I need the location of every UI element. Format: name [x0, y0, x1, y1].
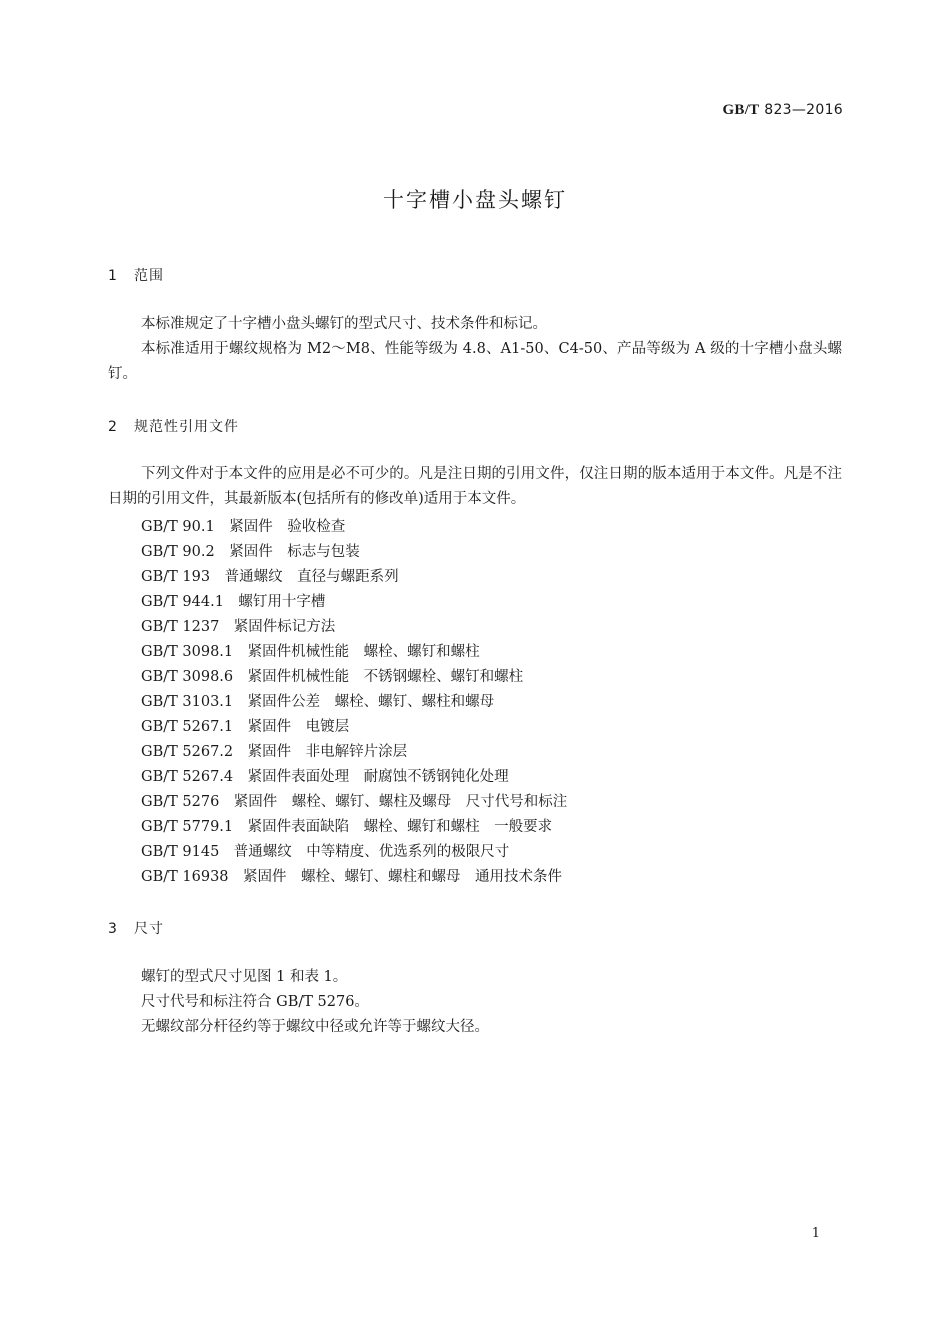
- section-number: 1: [108, 268, 118, 284]
- document-title: 十字槽小盘头螺钉: [383, 188, 567, 212]
- section-number: 2: [108, 419, 118, 435]
- reference-item: GB/T 3103.1 紧固件公差 螺栓、螺钉、螺柱和螺母: [141, 694, 495, 710]
- reference-item: GB/T 5267.1 紧固件 电镀层: [141, 719, 350, 735]
- reference-item: GB/T 9145 普通螺纹 中等精度、优选系列的极限尺寸: [141, 844, 510, 860]
- section-title: 尺寸: [134, 921, 164, 937]
- reference-item: GB/T 944.1 螺钉用十字槽: [141, 594, 326, 610]
- reference-item: GB/T 90.1 紧固件 验收检查: [141, 519, 346, 535]
- page-number: 1: [811, 1226, 820, 1241]
- standard-code: [722, 102, 843, 119]
- section-title: 范围: [134, 268, 164, 284]
- reference-item: GB/T 193 普通螺纹 直径与螺距系列: [141, 569, 399, 585]
- section-number: 3: [108, 921, 118, 937]
- reference-item: GB/T 3098.1 紧固件机械性能 螺栓、螺钉和螺柱: [141, 644, 480, 660]
- section-title: 规范性引用文件: [134, 419, 239, 435]
- standard-number: 823—2016: [759, 102, 843, 118]
- dimensions-line: 无螺纹部分杆径约等于螺纹中径或允许等于螺纹大径。: [141, 1019, 489, 1035]
- references-intro: 下列文件对于本文件的应用是必不可少的。凡是注日期的引用文件，仅注日期的版本适用于本文件。凡是不注日期的引用文件，其最新版本(包括所有的修改单)适用于本文件。: [108, 466, 842, 507]
- reference-item: GB/T 5276 紧固件 螺栓、螺钉、螺柱及螺母 尺寸代号和标注: [141, 794, 568, 810]
- reference-item: GB/T 5779.1 紧固件表面缺陷 螺栓、螺钉和螺柱 一般要求: [141, 819, 553, 835]
- reference-item: GB/T 90.2 紧固件 标志与包装: [141, 544, 360, 560]
- section-heading-dimensions: [108, 918, 164, 938]
- reference-item: GB/T 5267.2 紧固件 非电解锌片涂层: [141, 744, 408, 760]
- reference-item: GB/T 16938 紧固件 螺栓、螺钉、螺柱和螺母 通用技术条件: [141, 869, 563, 885]
- standard-prefix: GB/T: [722, 102, 760, 118]
- dimensions-line: 尺寸代号和标注符合 GB/T 5276。: [141, 994, 369, 1010]
- scope-paragraph-1: 本标准规定了十字槽小盘头螺钉的型式尺寸、技术条件和标记。: [141, 316, 547, 332]
- scope-paragraph-2: 本标准适用于螺纹规格为 M2～M8、性能等级为 4.8、A1-50、C4-50、产品等级为 A 级的十字槽小盘头螺钉。: [108, 341, 842, 382]
- section-heading-scope: [108, 265, 164, 285]
- dimensions-line: 螺钉的型式尺寸见图 1 和表 1。: [141, 969, 348, 985]
- reference-item: GB/T 3098.6 紧固件机械性能 不锈钢螺栓、螺钉和螺柱: [141, 669, 524, 685]
- reference-item: GB/T 1237 紧固件标记方法: [141, 619, 336, 635]
- reference-item: GB/T 5267.4 紧固件表面处理 耐腐蚀不锈钢钝化处理: [141, 769, 509, 785]
- section-heading-references: [108, 416, 239, 436]
